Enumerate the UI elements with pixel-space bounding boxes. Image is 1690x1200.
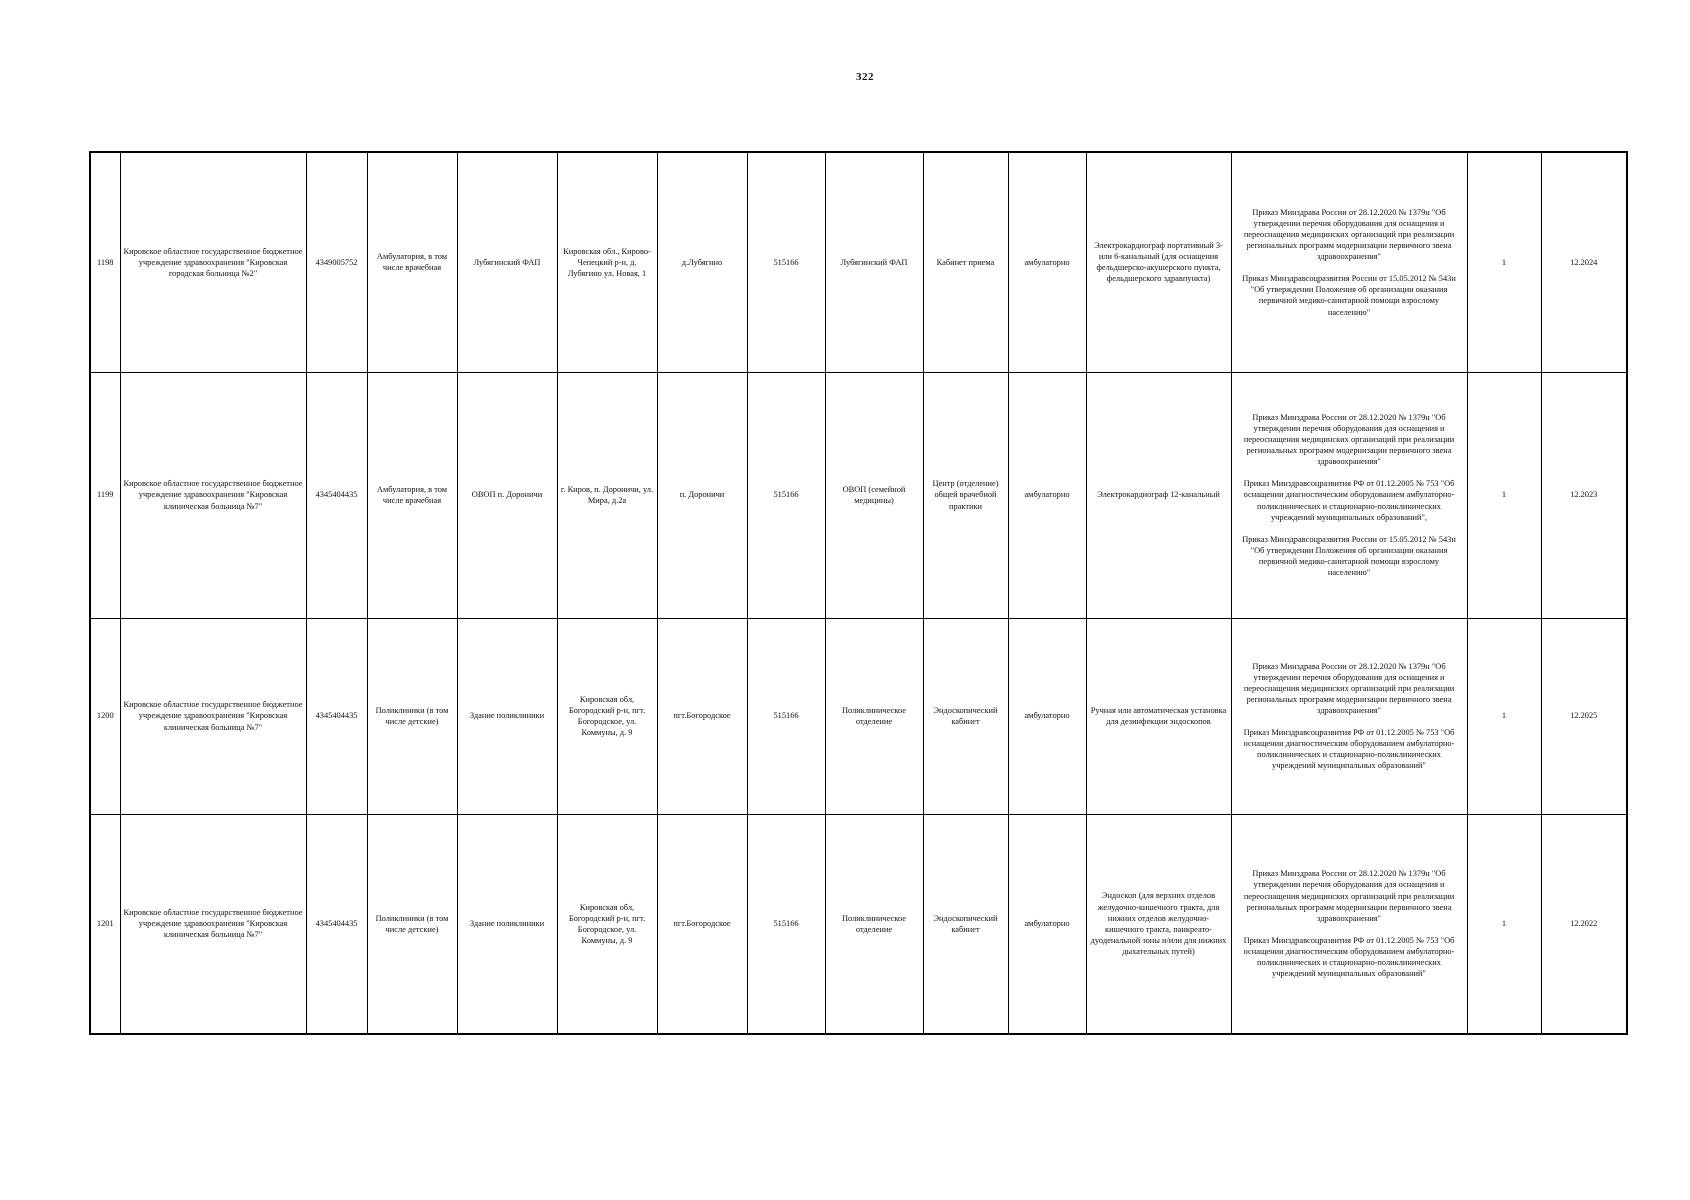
address-cell: Кировская обл., Кирово-Чепецкий р-н, д. Лубягино ул. Новая, 1 bbox=[557, 152, 657, 372]
facility-type-cell: Амбулатория, в том числе врачебная bbox=[367, 152, 457, 372]
row-number: 1198 bbox=[90, 152, 120, 372]
date-cell: 12.2022 bbox=[1541, 814, 1627, 1034]
oktmo-cell: 515166 bbox=[747, 372, 825, 618]
legal-document: Приказ Минздравсоцразвития России от 15.05.2012 № 543н "Об утверждении Положения об организации оказания первичной медико-санитарной помощи взрослому населению" bbox=[1242, 534, 1456, 578]
table-row bbox=[90, 372, 1627, 618]
cabinet-cell: Центр (отделение) общей врачебной практики bbox=[923, 372, 1008, 618]
care-form-cell: амбулаторно bbox=[1008, 152, 1086, 372]
unit-cell: ОВОП (семейной медицины) bbox=[825, 372, 923, 618]
inn-cell: 4345404435 bbox=[306, 814, 367, 1034]
equipment-cell: Электрокардиограф портативный 3- или 6-канальный (для оснащения фельдшерско-акушерского пункта, фельдшерского здравпункта) bbox=[1086, 152, 1231, 372]
legal-document: Приказ Минздравсоцразвития РФ от 01.12.2005 № 753 "Об оснащении диагностическим оборудованием амбулаторно-поликлинических и стационарно-поликлинических учреждений муниципальных образований" bbox=[1243, 935, 1455, 979]
quantity-cell: 1 bbox=[1467, 814, 1541, 1034]
facility-name-cell: Здание поликлиники bbox=[457, 814, 557, 1034]
oktmo-cell: 515166 bbox=[747, 814, 825, 1034]
facility-type-cell: Поликлиники (в том числе детские) bbox=[367, 618, 457, 814]
address-cell: Кировская обл, Богородский р-н, пгт. Богородское, ул. Коммуны, д. 9 bbox=[557, 618, 657, 814]
locality-cell: п. Дороничи bbox=[657, 372, 747, 618]
unit-cell: Лубягинский ФАП bbox=[825, 152, 923, 372]
date-cell: 12.2023 bbox=[1541, 372, 1627, 618]
date-cell: 12.2024 bbox=[1541, 152, 1627, 372]
organization-cell: Кировское областное государственное бюджетное учреждение здравоохранения "Кировская клиническая больница №7" bbox=[120, 814, 306, 1034]
facility-type-cell: Амбулатория, в том числе врачебная bbox=[367, 372, 457, 618]
table-row bbox=[90, 814, 1627, 1034]
cabinet-cell: Эндоскопический кабинет bbox=[923, 618, 1008, 814]
inn-cell: 4345404435 bbox=[306, 372, 367, 618]
legal-document: Приказ Минздравсоцразвития РФ от 01.12.2005 № 753 "Об оснащении диагностическим оборудованием амбулаторно-поликлинических и стационарно-поликлинических учреждений муниципальных образований", bbox=[1243, 479, 1455, 522]
care-form-cell: амбулаторно bbox=[1008, 372, 1086, 618]
inn-cell: 4345404435 bbox=[306, 618, 367, 814]
oktmo-cell: 515166 bbox=[747, 152, 825, 372]
equipment-registry-table bbox=[89, 151, 1628, 1035]
organization-cell: Кировское областное государственное бюджетное учреждение здравоохранения "Кировская клиническая больница №7" bbox=[120, 372, 306, 618]
address-cell: г. Киров, п. Дороничи, ул. Мира, д.2а bbox=[557, 372, 657, 618]
row-number: 1201 bbox=[90, 814, 120, 1034]
quantity-cell: 1 bbox=[1467, 152, 1541, 372]
legal-basis-cell bbox=[1231, 372, 1467, 618]
legal-document: Приказ Минздравсоцразвития РФ от 01.12.2005 № 753 "Об оснащении диагностическим оборудованием амбулаторно-поликлинических и стационарно-поликлинических учреждений муниципальных образований" bbox=[1243, 728, 1455, 771]
legal-document: Приказ Минздрава России от 28.12.2020 № 1379н "Об утверждении перечня оборудования для оснащения и переоснащения медицинских организаций при реализации региональных программ модернизации первичного звена здравоохранения" bbox=[1243, 869, 1455, 923]
address-cell: Кировская обл, Богородский р-н, пгт. Богородское, ул. Коммуны, д. 9 bbox=[557, 814, 657, 1034]
locality-cell: пгт.Богородское bbox=[657, 814, 747, 1034]
facility-name-cell: Лубягинский ФАП bbox=[457, 152, 557, 372]
cabinet-cell: Эндоскопический кабинет bbox=[923, 814, 1008, 1034]
legal-basis-cell bbox=[1231, 618, 1467, 814]
organization-cell: Кировское областное государственное бюджетное учреждение здравоохранения "Кировская городская больница №2" bbox=[120, 152, 306, 372]
page-number: 322 bbox=[856, 71, 874, 83]
legal-document: Приказ Минздрава России от 28.12.2020 № 1379н "Об утверждении перечня оборудования для оснащения и переоснащения медицинских организаций при реализации региональных программ модернизации первичного звена здравоохранения" bbox=[1243, 661, 1455, 715]
legal-document: Приказ Минздравсоцразвития России от 15.05.2012 № 543н "Об утверждении Положения об организации оказания первичной медико-санитарной помощи взрослому населению" bbox=[1242, 274, 1456, 317]
equipment-cell: Электрокардиограф 12-канальный bbox=[1086, 372, 1231, 618]
equipment-cell: Эндоскоп (для верхних отделов желудочно-кишечного тракта, для нижних отделов желудочно-кишечного тракта, панкреато-дуоденальной зоны и/или для нижних дыхательных путей) bbox=[1086, 814, 1231, 1034]
quantity-cell: 1 bbox=[1467, 618, 1541, 814]
legal-document: Приказ Минздрава России от 28.12.2020 № 1379н "Об утверждении перечня оборудования для оснащения и переоснащения медицинских организаций при реализации региональных программ модернизации первичного звена здравоохранения" bbox=[1243, 412, 1455, 467]
unit-cell: Поликлиническое отделение bbox=[825, 814, 923, 1034]
table-row bbox=[90, 618, 1627, 814]
date-cell: 12.2025 bbox=[1541, 618, 1627, 814]
row-number: 1200 bbox=[90, 618, 120, 814]
care-form-cell: амбулаторно bbox=[1008, 618, 1086, 814]
locality-cell: пгт.Богородское bbox=[657, 618, 747, 814]
row-number: 1199 bbox=[90, 372, 120, 618]
oktmo-cell: 515166 bbox=[747, 618, 825, 814]
locality-cell: д.Лубягино bbox=[657, 152, 747, 372]
table-row bbox=[90, 152, 1627, 372]
legal-document: Приказ Минздрава России от 28.12.2020 № 1379н "Об утверждении перечня оборудования для оснащения и переоснащения медицинских организаций при реализации региональных программ модернизации первичного звена здравоохранения" bbox=[1243, 207, 1455, 262]
legal-basis-cell bbox=[1231, 152, 1467, 372]
equipment-cell: Ручная или автоматическая установка для дезинфекции эндоскопов bbox=[1086, 618, 1231, 814]
unit-cell: Поликлиническое отделение bbox=[825, 618, 923, 814]
legal-basis-cell bbox=[1231, 814, 1467, 1034]
quantity-cell: 1 bbox=[1467, 372, 1541, 618]
facility-name-cell: ОВОП п. Дороничи bbox=[457, 372, 557, 618]
organization-cell: Кировское областное государственное бюджетное учреждение здравоохранения "Кировская клиническая больница №7" bbox=[120, 618, 306, 814]
care-form-cell: амбулаторно bbox=[1008, 814, 1086, 1034]
facility-type-cell: Поликлиники (в том числе детские) bbox=[367, 814, 457, 1034]
facility-name-cell: Здание поликлиники bbox=[457, 618, 557, 814]
cabinet-cell: Кабинет приема bbox=[923, 152, 1008, 372]
inn-cell: 4349005752 bbox=[306, 152, 367, 372]
